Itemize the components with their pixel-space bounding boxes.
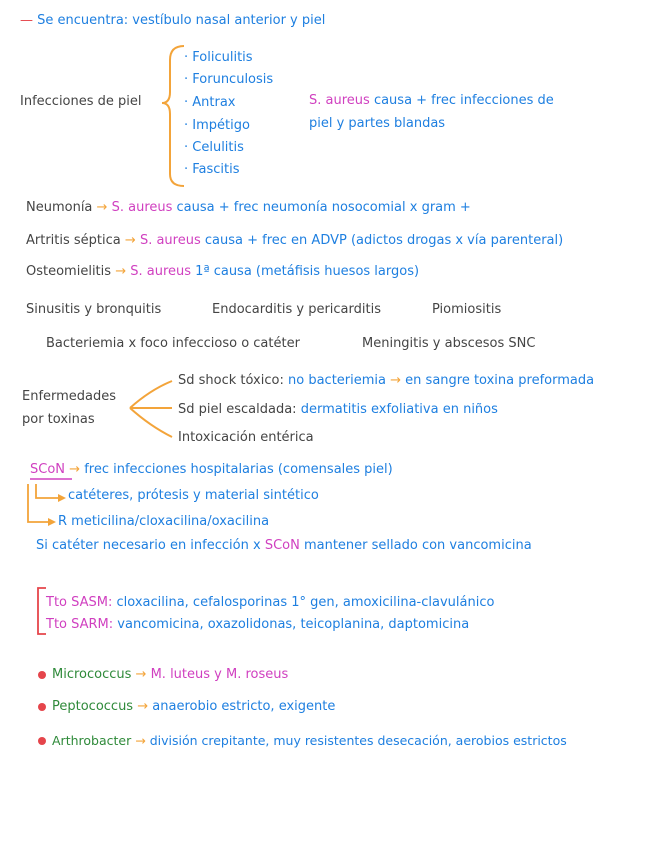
fork-toxinas-bot xyxy=(130,408,172,437)
skin-item: · Celulitis xyxy=(184,140,244,155)
toxinas-piel-row xyxy=(178,402,498,417)
scon-text-2: catéteres, prótesis y material sintético xyxy=(68,488,319,503)
arrow-icon: → xyxy=(135,733,146,748)
fork-toxinas-top xyxy=(130,381,172,408)
genus-text: anaerobio estricto, exigente xyxy=(152,699,336,714)
osteo-row xyxy=(26,264,419,279)
habitat-dash: — xyxy=(20,13,33,28)
osteo-label: Osteomielitis xyxy=(26,264,112,279)
arrow-icon: → xyxy=(69,462,81,477)
organism-name: S. aureus xyxy=(309,93,370,108)
piel-label: Sd piel escaldada: xyxy=(178,402,297,417)
arrow-icon: → xyxy=(124,233,136,248)
bullet-peptococcus xyxy=(38,703,46,711)
organism-name: S. aureus xyxy=(111,200,173,215)
habitat-line xyxy=(20,13,325,28)
shock-text-2: en sangre toxina preformada xyxy=(405,373,595,388)
genus-name: Peptococcus xyxy=(52,699,134,714)
organism-name: S. aureus xyxy=(139,233,201,248)
organism-name: S. aureus xyxy=(130,264,192,279)
tto-sasm-label: Tto SASM: xyxy=(46,595,113,610)
toxinas-label-line2: por toxinas xyxy=(22,412,95,427)
tto-sarm-row xyxy=(46,617,469,632)
osteo-text: 1ª causa (metáfisis huesos largos) xyxy=(195,264,420,279)
other-infection: Endocarditis y pericarditis xyxy=(212,302,381,317)
bullet-arthrobacter xyxy=(38,737,46,745)
scon-branch-2 xyxy=(28,484,48,522)
arrow-icon: → xyxy=(96,200,108,215)
habitat-text: Se encuentra: vestíbulo nasal anterior y piel xyxy=(37,13,326,28)
genus-row-micrococcus xyxy=(52,667,288,682)
shock-text: no bacteriemia xyxy=(288,373,386,388)
neumonia-text: causa + frec neumonía nosocomial x gram + xyxy=(176,200,471,215)
skin-note-text: causa + frec infecciones de xyxy=(373,93,554,108)
neumonia-row xyxy=(26,200,471,215)
genus-name: Arthrobacter xyxy=(52,733,132,748)
toxinas-intox: Intoxicación entérica xyxy=(178,430,314,445)
skin-infections-label: Infecciones de piel xyxy=(20,94,142,109)
other-infection: Piomiositis xyxy=(432,302,502,317)
skin-item: · Impétigo xyxy=(184,118,250,133)
arrow-icon: → xyxy=(135,667,147,682)
genus-name: Micrococcus xyxy=(52,667,132,682)
brace-skin xyxy=(162,46,184,186)
skin-item: · Antrax xyxy=(184,95,236,110)
tto-sarm-label: Tto SARM: xyxy=(46,617,114,632)
other-infection: Meningitis y abscesos SNC xyxy=(362,336,536,351)
skin-item: · Foliculitis xyxy=(184,50,253,65)
artritis-text: causa + frec en ADVP (adictos drogas x vía parenteral) xyxy=(204,233,564,248)
tto-sarm-text: vancomicina, oxazolidonas, teicoplanina, daptomicina xyxy=(117,617,470,632)
neumonia-label: Neumonía xyxy=(26,200,93,215)
toxinas-shock-row xyxy=(178,373,594,388)
genus-text: M. luteus y M. roseus xyxy=(150,667,289,682)
scon-text: frec infecciones hospitalarias (comensales piel) xyxy=(84,462,393,477)
genus-row-arthrobacter xyxy=(52,733,567,748)
genus-text: división crepitante, muy resistentes desecación, aerobios estrictos xyxy=(149,733,567,748)
arrow-icon: → xyxy=(137,699,149,714)
toxinas-label-line1: Enfermedades xyxy=(22,389,117,404)
scon-label: SCoN xyxy=(30,462,66,477)
scon-cateter-row xyxy=(36,538,532,553)
tto-sasm-text: cloxacilina, cefalosporinas 1° gen, amoxicilina-clavulánico xyxy=(116,595,495,610)
cateter-text-2: mantener sellado con vancomicina xyxy=(303,538,532,553)
piel-text: dermatitis exfoliativa en niños xyxy=(300,402,498,417)
cateter-text: Si catéter necesario en infección x xyxy=(36,538,261,553)
artritis-row xyxy=(26,233,563,248)
scon-row xyxy=(30,462,393,477)
skin-note-line2: piel y partes blandas xyxy=(309,116,446,131)
arrow-icon: → xyxy=(115,264,127,279)
shock-label: Sd shock tóxico: xyxy=(178,373,284,388)
scon-branch-1 xyxy=(36,484,58,498)
skin-item: · Forunculosis xyxy=(184,72,274,87)
scon-label-inline: SCoN xyxy=(264,538,300,553)
other-infection: Bacteriemia x foco infeccioso o catéter xyxy=(46,336,300,351)
artritis-label: Artritis séptica xyxy=(26,233,121,248)
other-infection: Sinusitis y bronquitis xyxy=(26,302,162,317)
genus-row-peptococcus xyxy=(52,699,335,714)
tto-sasm-row xyxy=(46,595,494,610)
arrow-icon: → xyxy=(390,373,402,388)
scon-text-3: R meticilina/cloxacilina/oxacilina xyxy=(58,514,270,529)
skin-note-line1 xyxy=(309,93,554,108)
tto-bracket xyxy=(38,588,46,634)
bullet-micrococcus xyxy=(38,671,46,679)
skin-item: · Fascitis xyxy=(184,162,240,177)
